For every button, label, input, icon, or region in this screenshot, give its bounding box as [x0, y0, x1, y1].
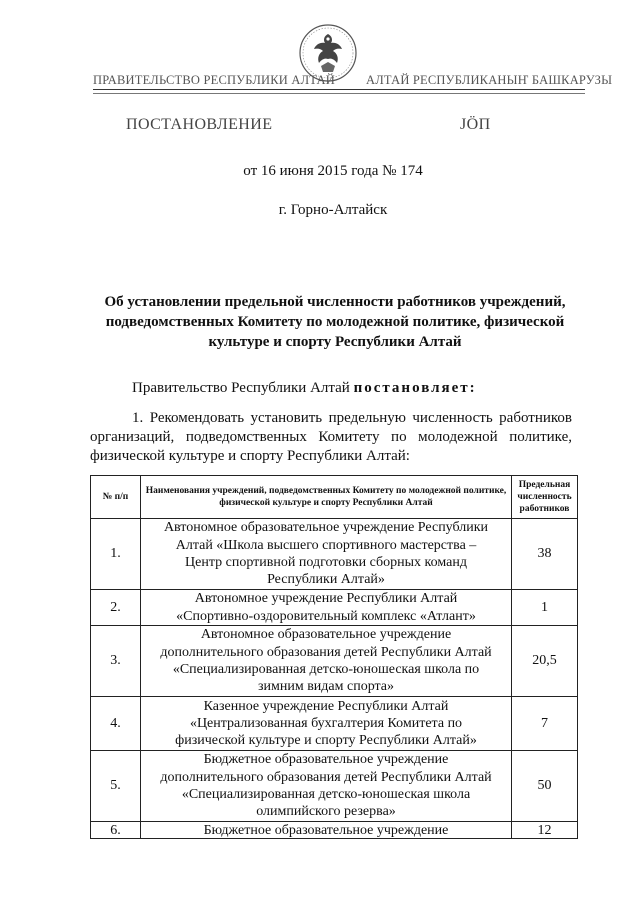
- row-name: [141, 822, 512, 839]
- row-name: [141, 697, 512, 751]
- row-num: 3.: [91, 626, 141, 697]
- row-num: 5.: [91, 751, 141, 822]
- row-name-line: «Централизованная бухгалтерия Комитета по: [189, 715, 463, 731]
- row-num: 6.: [91, 822, 141, 839]
- row-limit: 20,5: [512, 626, 578, 697]
- title-line: Об установлении предельной численности работников учреждений,: [104, 294, 566, 310]
- government-resolves-line: [132, 380, 477, 397]
- row-name-line: зимним видам спорта»: [257, 679, 395, 695]
- doc-kind-alt: JӦП: [460, 116, 491, 133]
- row-name-line: дополнительного образования детей Республики Алтай: [160, 769, 492, 785]
- table-row: [91, 697, 578, 751]
- title-line: подведомственных Комитету по молодежной политике, физической: [105, 314, 565, 330]
- header-name: Наименования учреждений, подведомственных Комитету по молодежной политике, физической культуре и спорту Республики Алтай: [141, 476, 512, 519]
- row-limit: 7: [512, 697, 578, 751]
- row-name-line: Казенное учреждение Республики Алтай: [203, 698, 449, 714]
- row-num: 4.: [91, 697, 141, 751]
- header-num: № п/п: [91, 476, 141, 519]
- table-row: [91, 626, 578, 697]
- title-line: культуре и спорту Республики Алтай: [208, 334, 462, 350]
- doc-kind-ru: ПОСТАНОВЛЕНИЕ: [126, 116, 273, 133]
- header-rule-thick: [93, 89, 585, 90]
- row-name-line: Бюджетное образовательное учреждение: [203, 822, 449, 838]
- row-name: [141, 519, 512, 590]
- row-limit: 38: [512, 519, 578, 590]
- row-name: [141, 751, 512, 822]
- paragraph-1: 1. Рекомендовать установить предельную численность работников организаций, подведомственных Комитету по молодежной политике, физической культуре и спорту Республики Алтай:: [90, 410, 572, 464]
- row-name-line: олимпийского резерва»: [256, 804, 396, 820]
- row-name-line: «Специализированная детско-юношеская школа: [181, 787, 471, 802]
- table-header-row: [91, 476, 578, 519]
- row-name-line: Алтай «Школа высшего спортивного мастерства –: [175, 537, 477, 553]
- row-name: [141, 626, 512, 697]
- row-name-line: Бюджетное образовательное учреждение: [203, 752, 449, 768]
- row-name-line: Автономное образовательное учреждение: [200, 627, 452, 643]
- institutions-table: [90, 475, 578, 839]
- row-name-line: Автономное учреждение Республики Алтай: [194, 591, 458, 607]
- header-limit: Предельная численность работников: [512, 476, 578, 519]
- document-title: [100, 292, 570, 352]
- header-government-name-ru: ПРАВИТЕЛЬСТВО РЕСПУБЛИКИ АЛТАЙ: [93, 73, 335, 87]
- table-row: [91, 822, 578, 839]
- table-row: [91, 519, 578, 590]
- row-name-line: «Спортивно-оздоровительный комплекс «Атлант»: [176, 608, 476, 624]
- row-name: [141, 590, 512, 626]
- table-row: [91, 590, 578, 626]
- resolves-verb: постановляет:: [353, 380, 477, 396]
- row-name-line: Республики Алтай»: [267, 572, 385, 588]
- row-name-line: Автономное образовательное учреждение Республики: [163, 520, 489, 536]
- document-date: от 16 июня 2015 года № 174: [243, 163, 423, 179]
- row-limit: 1: [512, 590, 578, 626]
- row-name-line: дополнительного образования детей Республики Алтай: [160, 644, 492, 660]
- table-row: [91, 751, 578, 822]
- document-city: г. Горно-Алтайск: [278, 202, 388, 218]
- row-name-line: Центр спортивной подготовки сборных команд: [185, 555, 467, 570]
- row-num: 2.: [91, 590, 141, 626]
- row-num: 1.: [91, 519, 141, 590]
- row-limit: 12: [512, 822, 578, 839]
- row-name-line: физической культуре и спорту Республики Алтай»: [175, 733, 477, 749]
- header-government-name-alt: АЛТАЙ РЕСПУБЛИКАНЫҤ БАШКАРУЗЫ: [366, 73, 613, 87]
- row-name-line: «Специализированная детско-юношеская школа по: [172, 662, 480, 677]
- header-rule-thin: [93, 93, 585, 94]
- government-name: Правительство Республики Алтай: [132, 380, 350, 396]
- row-limit: 50: [512, 751, 578, 822]
